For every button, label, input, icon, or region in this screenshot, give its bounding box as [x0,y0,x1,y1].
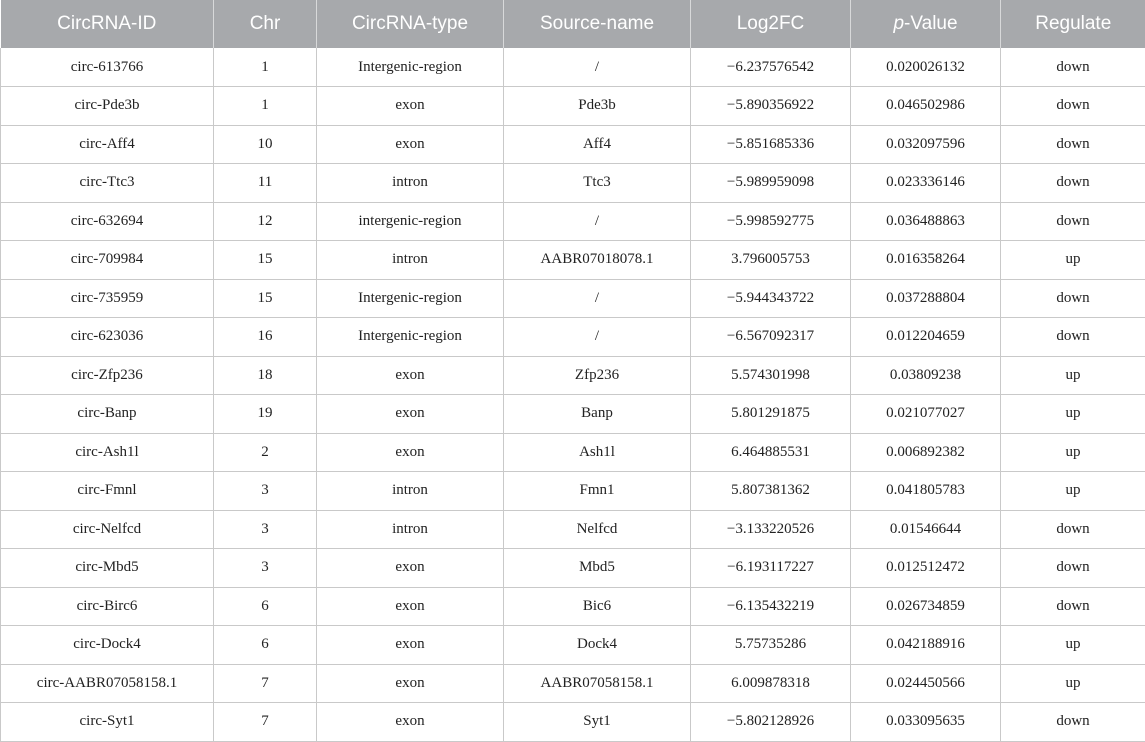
cell-circrna-type: intergenic-region [317,202,504,241]
cell-chr: 19 [214,395,317,434]
cell-chr: 1 [214,48,317,87]
cell-circrna-id: circ-Banp [1,395,214,434]
cell-log2fc: −5.998592775 [691,202,851,241]
table-row [1,626,1145,665]
cell-regulate: up [1001,626,1145,665]
table-body [1,48,1145,741]
cell-log2fc: 5.807381362 [691,472,851,511]
table-row [1,703,1145,742]
cell-circrna-type: exon [317,626,504,665]
table-row [1,433,1145,472]
cell-circrna-id: circ-Aff4 [1,125,214,164]
cell-circrna-id: circ-Pde3b [1,87,214,126]
cell-regulate: down [1001,48,1145,87]
header-circrna-id: CircRNA-ID [1,0,214,48]
header-source-name: Source-name [504,0,691,48]
cell-circrna-id: circ-Ttc3 [1,164,214,203]
cell-circrna-type: Intergenic-region [317,318,504,357]
cell-source-name: Dock4 [504,626,691,665]
cell-chr: 12 [214,202,317,241]
table-row [1,664,1145,703]
cell-regulate: up [1001,664,1145,703]
cell-regulate: down [1001,164,1145,203]
cell-circrna-id: circ-709984 [1,241,214,280]
cell-regulate: up [1001,433,1145,472]
cell-chr: 3 [214,549,317,588]
header-circrna-type: CircRNA-type [317,0,504,48]
header-p-value-italic: p [893,13,904,34]
table-row [1,318,1145,357]
cell-source-name: / [504,48,691,87]
cell-p-value: 0.026734859 [851,587,1001,626]
cell-source-name: Ash1l [504,433,691,472]
cell-regulate: down [1001,549,1145,588]
cell-regulate: down [1001,279,1145,318]
cell-circrna-type: intron [317,241,504,280]
cell-chr: 18 [214,356,317,395]
cell-circrna-type: intron [317,510,504,549]
cell-source-name: Nelfcd [504,510,691,549]
table-row [1,202,1145,241]
cell-source-name: Zfp236 [504,356,691,395]
cell-circrna-id: circ-Zfp236 [1,356,214,395]
cell-log2fc: −6.237576542 [691,48,851,87]
cell-regulate: down [1001,510,1145,549]
table-row [1,125,1145,164]
cell-circrna-type: Intergenic-region [317,48,504,87]
table-row [1,164,1145,203]
cell-circrna-id: circ-623036 [1,318,214,357]
cell-regulate: down [1001,202,1145,241]
cell-p-value: 0.037288804 [851,279,1001,318]
cell-circrna-type: exon [317,125,504,164]
header-row [1,0,1145,48]
cell-source-name: / [504,279,691,318]
cell-regulate: up [1001,241,1145,280]
cell-chr: 2 [214,433,317,472]
table-row [1,472,1145,511]
cell-p-value: 0.012512472 [851,549,1001,588]
cell-log2fc: −5.989959098 [691,164,851,203]
cell-source-name: Bic6 [504,587,691,626]
table-row [1,87,1145,126]
cell-log2fc: 3.796005753 [691,241,851,280]
cell-circrna-type: exon [317,395,504,434]
cell-log2fc: −6.567092317 [691,318,851,357]
cell-regulate: down [1001,318,1145,357]
cell-p-value: 0.023336146 [851,164,1001,203]
cell-log2fc: 5.75735286 [691,626,851,665]
cell-p-value: 0.01546644 [851,510,1001,549]
cell-chr: 7 [214,664,317,703]
cell-regulate: down [1001,703,1145,742]
cell-chr: 7 [214,703,317,742]
cell-circrna-id: circ-AABR07058158.1 [1,664,214,703]
cell-circrna-type: exon [317,87,504,126]
header-p-value [851,0,1001,48]
cell-log2fc: −5.890356922 [691,87,851,126]
cell-circrna-type: intron [317,472,504,511]
cell-chr: 6 [214,587,317,626]
table-row [1,241,1145,280]
cell-p-value: 0.042188916 [851,626,1001,665]
header-p-value-suffix: -Value [904,13,958,34]
table-row [1,395,1145,434]
cell-circrna-type: exon [317,356,504,395]
cell-log2fc: 5.801291875 [691,395,851,434]
cell-circrna-id: circ-Nelfcd [1,510,214,549]
header-regulate: Regulate [1001,0,1145,48]
cell-log2fc: −5.802128926 [691,703,851,742]
cell-circrna-id: circ-735959 [1,279,214,318]
cell-p-value: 0.020026132 [851,48,1001,87]
cell-log2fc: 6.464885531 [691,433,851,472]
table-header [1,0,1145,48]
cell-circrna-type: exon [317,587,504,626]
cell-circrna-id: circ-Ash1l [1,433,214,472]
cell-circrna-type: exon [317,703,504,742]
cell-log2fc: −6.135432219 [691,587,851,626]
cell-circrna-type: intron [317,164,504,203]
cell-source-name: Fmn1 [504,472,691,511]
table-row [1,356,1145,395]
cell-p-value: 0.032097596 [851,125,1001,164]
cell-log2fc: −5.851685336 [691,125,851,164]
cell-log2fc: −6.193117227 [691,549,851,588]
cell-log2fc: −5.944343722 [691,279,851,318]
cell-log2fc: 6.009878318 [691,664,851,703]
cell-chr: 15 [214,279,317,318]
table-row [1,279,1145,318]
cell-p-value: 0.046502986 [851,87,1001,126]
cell-log2fc: −3.133220526 [691,510,851,549]
cell-regulate: up [1001,356,1145,395]
cell-p-value: 0.024450566 [851,664,1001,703]
cell-regulate: down [1001,125,1145,164]
cell-source-name: AABR07058158.1 [504,664,691,703]
cell-chr: 3 [214,510,317,549]
cell-circrna-id: circ-632694 [1,202,214,241]
cell-source-name: Mbd5 [504,549,691,588]
cell-chr: 15 [214,241,317,280]
header-log2fc: Log2FC [691,0,851,48]
cell-source-name: Banp [504,395,691,434]
cell-regulate: down [1001,87,1145,126]
cell-p-value: 0.041805783 [851,472,1001,511]
cell-source-name: Syt1 [504,703,691,742]
cell-chr: 1 [214,87,317,126]
cell-regulate: up [1001,395,1145,434]
cell-chr: 11 [214,164,317,203]
cell-circrna-type: exon [317,433,504,472]
cell-p-value: 0.033095635 [851,703,1001,742]
cell-circrna-id: circ-Mbd5 [1,549,214,588]
cell-p-value: 0.021077027 [851,395,1001,434]
cell-circrna-id: circ-613766 [1,48,214,87]
cell-chr: 6 [214,626,317,665]
cell-p-value: 0.012204659 [851,318,1001,357]
cell-regulate: down [1001,587,1145,626]
table-row [1,48,1145,87]
cell-p-value: 0.016358264 [851,241,1001,280]
cell-source-name: Aff4 [504,125,691,164]
cell-circrna-id: circ-Dock4 [1,626,214,665]
cell-source-name: / [504,202,691,241]
cell-circrna-type: exon [317,664,504,703]
cell-circrna-id: circ-Syt1 [1,703,214,742]
cell-regulate: up [1001,472,1145,511]
cell-p-value: 0.03809238 [851,356,1001,395]
header-chr: Chr [214,0,317,48]
table-row [1,587,1145,626]
cell-circrna-type: exon [317,549,504,588]
cell-chr: 16 [214,318,317,357]
cell-p-value: 0.036488863 [851,202,1001,241]
cell-circrna-type: Intergenic-region [317,279,504,318]
cell-source-name: AABR07018078.1 [504,241,691,280]
cell-p-value: 0.006892382 [851,433,1001,472]
cell-log2fc: 5.574301998 [691,356,851,395]
cell-chr: 10 [214,125,317,164]
cell-chr: 3 [214,472,317,511]
table-row [1,549,1145,588]
table-row [1,510,1145,549]
cell-source-name: / [504,318,691,357]
cell-circrna-id: circ-Fmnl [1,472,214,511]
cell-source-name: Ttc3 [504,164,691,203]
cell-circrna-id: circ-Birc6 [1,587,214,626]
cell-source-name: Pde3b [504,87,691,126]
